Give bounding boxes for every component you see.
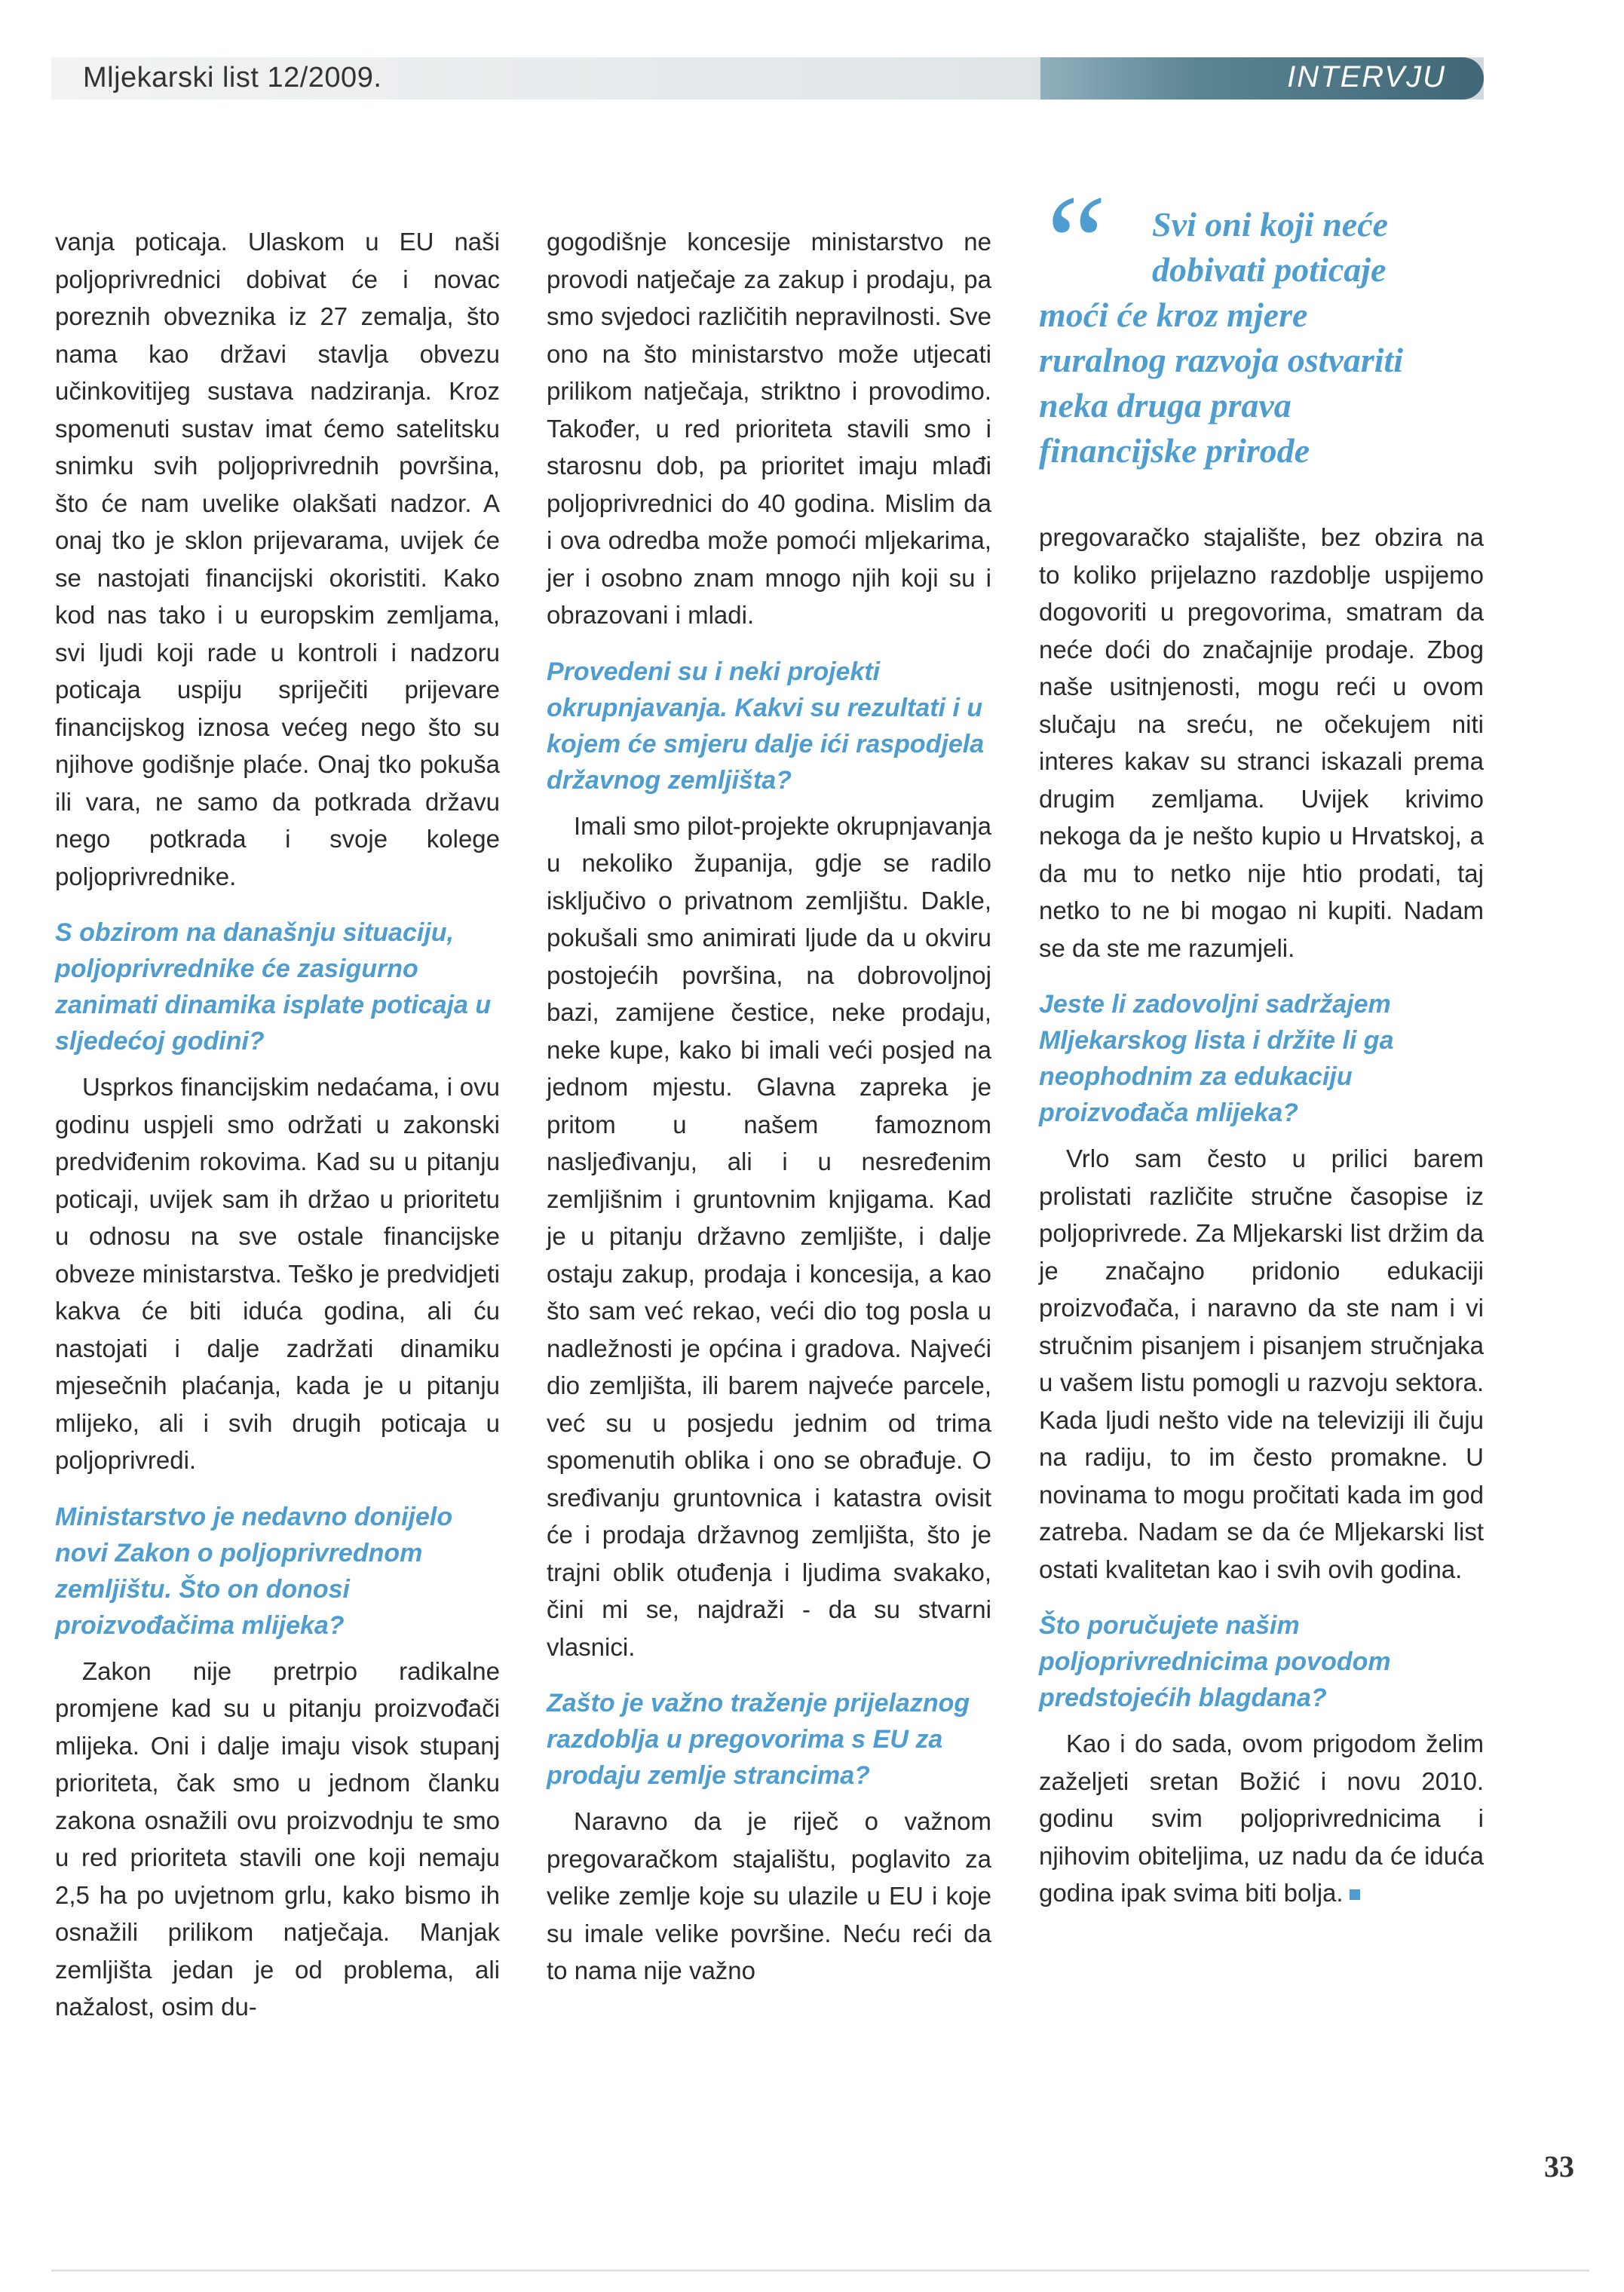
paragraph: vanja poticaja. Ulaskom u EU naši poljoprivrednici dobivat će i novac poreznih obveznika iz 27 zemalja, što nama kao državi stavlja obvezu učinkovitijeg sustava nadziranja. Kroz spomenuti sustav imat ćemo satelitsku snimku svih poljoprivrednih površina, što će nam uvelike olakšati nadzor. A onaj tko je sklon prijevarama, uvijek će se nastojati financijski okoristiti. Kako kod nas tako i u europskim zemljama, svi ljudi koji rade u kontroli i nadzoru poticaja uspiju spriječiti prijevare financijskog iznosa većeg nego što su njihove godišnje plaće. Onaj tko pokuša ili vara, ne samo da potkrada državu nego potkrada i svoje kolege poljoprivrednike.: [55, 228, 500, 890]
paragraph: gogodišnje koncesije ministarstvo ne provodi natječaje za zakup i prodaju, pa smo svjedoci različitih nepravilnosti. Sve ono na što ministarstvo može utjecati prilikom natječaja, striktno i provodimo. Također, u red prioriteta stavili smo i starosnu dob, pa prioritet imaju mlađi poljoprivrednici do 40 godina. Mislim da i ova odredba može pomoći mljekarima, jer i osobno znam mnogo njih koji su i obrazovani i mladi.: [547, 228, 991, 629]
page-number: 33: [1544, 2150, 1574, 2183]
interview-question: S obzirom na današnju situaciju, poljoprivrednike će zasigurno zanimati dinamika isplate poticaja u sljedećoj godini?: [55, 918, 492, 1056]
pull-quote-line: ruralnog razvoja ostvariti: [1039, 341, 1404, 379]
interview-question: Što poručujete našim poljoprivrednicima povodom predstojećih blagdana?: [1039, 1611, 1391, 1712]
interview-question: Ministarstvo je nedavno donijelo novi Zakon o poljoprivrednom zemljištu. Što on donosi proizvođačima mlijeka?: [55, 1502, 453, 1640]
interview-question: Jeste li zadovoljni sadržajem Mljekarskog lista i držite li ga neophodnim za edukaciju proizvođača mlijeka?: [1039, 990, 1394, 1127]
interview-answer: Naravno da je riječ o važnom pregovaračkom stajalištu, poglavito za velike zemlje koje su ulazile u EU i koje su imale velike površine. Neću reći da to nama nije važno: [547, 1807, 991, 1984]
column-2: [547, 223, 991, 2000]
paragraph: pregovaračko stajalište, bez obzira na to koliko prijelazno razdoblje uspijemo dogovoriti u pregovorima, smatram da neće doći do značajnije prodaje. Zbog naše usitnjenosti, mogu reći u ovom slučaju na sreću, ne očekujem niti interes kakav su stranci iskazali prema drugim zemljama. Uvijek krivimo nekoga da je nešto kupio u Hrvatskoj, a da mu to netko nije htio prodati, taj netko to ne bi mogao ni kupiti. Nadam se da ste me razumjeli.: [1039, 523, 1484, 962]
interview-answer: Zakon nije pretrpio radikalne promjene kad su u pitanju proizvođači mlijeka. Oni i dalje imaju visok stupanj prioriteta, čak smo u jednom članku zakona osnažili ovu proizvodnju te smo u red prioriteta stavili one koji nemaju 2,5 ha po uvjetnom grlu, kako bismo ih osnažili prilikom natječaja. Manjak zemljišta jedan je od problema, ali nažalost, osim du-: [55, 1656, 500, 2021]
pull-quote-line: moći će kroz mjere: [1039, 296, 1308, 334]
interview-question: Zašto je važno traženje prijelaznog razdoblja u pregovorima s EU za prodaju zemlje strancima?: [547, 1689, 970, 1790]
pull-quote: [1039, 202, 1491, 473]
column-3: [1039, 519, 1484, 1923]
closing-answer-text: Kao i do sada, ovom prigodom želim zaželjeti sretan Božić i novu 2010. godinu svim poljoprivrednicima i njihovim obiteljima, uz nadu da će iduća godina ipak svima biti bolja.: [1039, 1730, 1484, 1907]
bottom-rule: [51, 2269, 1589, 2272]
interview-answer: Imali smo pilot-projekte okrupnjavanja u nekoliko županija, gdje se radilo isključivo o privatnom zemljištu. Dakle, pokušali smo animirati ljude da u okviru postojećih površina, na dobrovoljnoj bazi, zamijene čestice, neke prodaju, neke kupe, kako bi imali veći posjed na jednom mjestu. Glavna zapreka je pritom u našem famoznom nasljeđivanju, ali i u nesređenim zemljišnim i gruntovnim knjigama. Kad je u pitanju državno zemljište, i dalje ostaju zakup, prodaja i koncesija, a kao što sam već rekao, veći dio tog posla u nadležnosti je općina i gradova. Najveći dio zemljišta, ili barem najveće parcele, već su u posjedu jednim od trima spomenutih oblika i ono se obrađuje. O sređivanju gruntovnica i katastra ovisit će i prodaja državnog zemljišta, što je trajni oblik otuđenja i ljudima svakako, čini mi se, najdraži - da su stvarni vlasnici.: [547, 811, 991, 1661]
interview-answer: Vrlo sam često u prilici barem prolistati različite stručne časopise iz poljoprivrede. Za Mljekarski list držim da je značajno pridonio edukaciji proizvođača, i naravno da ste nam i vi stručnim pisanjem i pisanjem stručnjaka u vašem listu pomogli u razvoju sektora. Kada ljudi nešto vide na televiziji ili čuju na radiju, to im često promakne. U novinama to mogu pročitati kada im god zatreba. Nadam se da će Mljekarski list ostati kvalitetan kao i svih ovih godina.: [1039, 1144, 1484, 1583]
pull-quote-line: dobivati poticaje: [1152, 250, 1387, 289]
quote-mark-icon: “: [1033, 167, 1109, 317]
interview-question: Provedeni su i neki projekti okrupnjavanja. Kakvi su rezultati i u kojem će smjeru dalje ići raspodjela državnog zemljišta?: [547, 657, 985, 795]
interview-answer: Usprkos financijskim nedaćama, i ovu godinu uspjeli smo održati u zakonski predviđenim rokovima. Kad su u pitanju poticaji, uvijek sam ih držao u prioritetu u odnosu na sve ostale financijske obveze ministarstva. Teško je predvidjeti kakva će biti iduća godina, ali ću nastojati i dalje zadržati dinamiku mjesečnih plaćanja, kada je u pitanju mlijeko, ali i svih drugih poticaja u poljoprivredi.: [55, 1073, 501, 1474]
pull-quote-line: Svi oni koji neće: [1152, 205, 1389, 244]
pull-quote-line: neka druga prava: [1039, 386, 1292, 424]
section-label: INTERVJU: [1287, 60, 1446, 93]
magazine-issue: Mljekarski list 12/2009.: [83, 62, 382, 93]
interview-answer-last: [1039, 1725, 1484, 1912]
end-of-article-icon: [1350, 1889, 1360, 1900]
pull-quote-line: financijske prirode: [1039, 431, 1310, 470]
column-1: [55, 223, 500, 2036]
